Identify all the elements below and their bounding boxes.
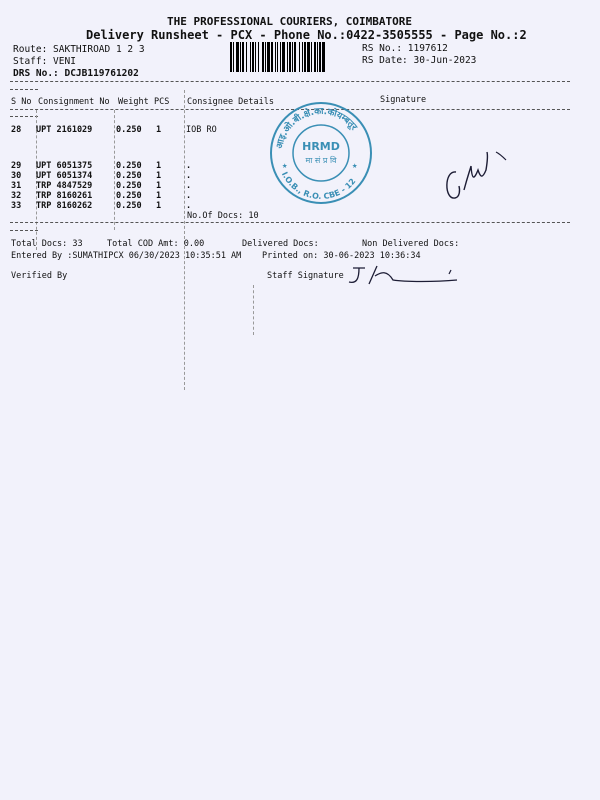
row-consignee: . (186, 171, 192, 181)
staff-signature-label: Staff Signature (267, 271, 344, 281)
row-sno: 28 (11, 125, 22, 135)
row-consignee: . (186, 181, 192, 191)
row-consignment: UPT 2161029 (36, 125, 93, 135)
column-header-weight: Weight (118, 97, 149, 107)
separator-line (10, 222, 570, 223)
stamp-star-icon: ★ (282, 161, 288, 171)
column-header-pcs: PCS (154, 97, 170, 107)
row-pcs: 1 (156, 125, 162, 135)
hrmd-stamp (268, 100, 374, 206)
total-docs: Total Docs: 33 (11, 239, 83, 249)
row-pcs: 1 (156, 191, 162, 201)
row-consignment: UPT 6051375 (36, 161, 93, 171)
row-weight: 0.250 (116, 191, 142, 201)
total-cod: Total COD Amt: 0.00 (107, 239, 205, 249)
row-consignee: . (186, 191, 192, 201)
row-consignee: IOB RO (186, 125, 217, 135)
table-row (11, 171, 191, 181)
column-header-signature: Signature (380, 95, 427, 105)
row-pcs: 1 (156, 171, 162, 181)
non-delivered-docs: Non Delivered Docs: (362, 239, 460, 249)
separator-line (10, 89, 38, 90)
row-pcs: 1 (156, 181, 162, 191)
row-weight: 0.250 (116, 181, 142, 191)
table-row (11, 125, 217, 135)
verified-by: Verified By (11, 271, 68, 281)
rs-date: RS Date: 30-Jun-2023 (362, 55, 477, 66)
table-row (11, 201, 191, 211)
row-sno: 33 (11, 201, 22, 211)
stamp-center: HRMD (302, 140, 340, 153)
entered-by: Entered By :SUMATHIPCX 06/30/2023 10:35:51 AM (11, 251, 242, 261)
separator-line (10, 116, 38, 117)
runsheet-subtitle: Delivery Runsheet - PCX - Phone No.:0422-3505555 - Page No.:2 (86, 28, 527, 42)
stamp-star-icon: ★ (352, 161, 358, 171)
route-label: Route: SAKTHIROAD 1 2 3 (13, 44, 145, 55)
row-sno: 29 (11, 161, 22, 171)
company-title: THE PROFESSIONAL COURIERS, COIMBATORE (167, 15, 413, 28)
row-sno: 31 (11, 181, 22, 191)
rs-number: RS No.: 1197612 (362, 43, 448, 54)
row-sno: 32 (11, 191, 22, 201)
column-header-consignment: Consignment No (38, 97, 110, 107)
delivered-docs: Delivered Docs: (242, 239, 319, 249)
row-consignment: TRP 8160262 (36, 201, 93, 211)
staff-signature (345, 262, 465, 288)
barcode (230, 42, 358, 72)
printed-on: Printed on: 30-06-2023 10:36:34 (262, 251, 421, 261)
row-consignee: . (186, 201, 192, 211)
drs-number: DRS No.: DCJB119761202 (13, 68, 139, 79)
row-weight: 0.250 (116, 125, 142, 135)
row-consignment: UPT 6051374 (36, 171, 93, 181)
row-consignment: TRP 4847529 (36, 181, 93, 191)
separator-line (10, 230, 38, 231)
separator-line (10, 81, 570, 82)
row-consignment: TRP 8160261 (36, 191, 93, 201)
barcode-bar (325, 42, 327, 72)
staff-label: Staff: VENI (13, 56, 76, 67)
handwritten-signature (430, 140, 520, 210)
stamp-bottom: I.O.B., R.O. CBE - 12 (279, 170, 358, 202)
table-row (11, 191, 191, 201)
table-row (11, 181, 191, 191)
no-of-docs: No.Of Docs: 10 (187, 211, 259, 221)
row-pcs: 1 (156, 201, 162, 211)
row-weight: 0.250 (116, 171, 142, 181)
column-header-sno: S No (11, 97, 32, 107)
column-header-consignee: Consignee Details (187, 97, 274, 107)
row-pcs: 1 (156, 161, 162, 171)
stamp-hindi-mid: मा सं प्र वि (305, 156, 337, 165)
column-divider (253, 285, 254, 335)
row-weight: 0.250 (116, 201, 142, 211)
stamp-hindi-top: आइ.ओ.बी.क्षे.का.कोयम्बतूर (275, 106, 359, 150)
row-weight: 0.250 (116, 161, 142, 171)
row-consignee: . (186, 161, 192, 171)
table-row (11, 161, 191, 171)
row-sno: 30 (11, 171, 22, 181)
